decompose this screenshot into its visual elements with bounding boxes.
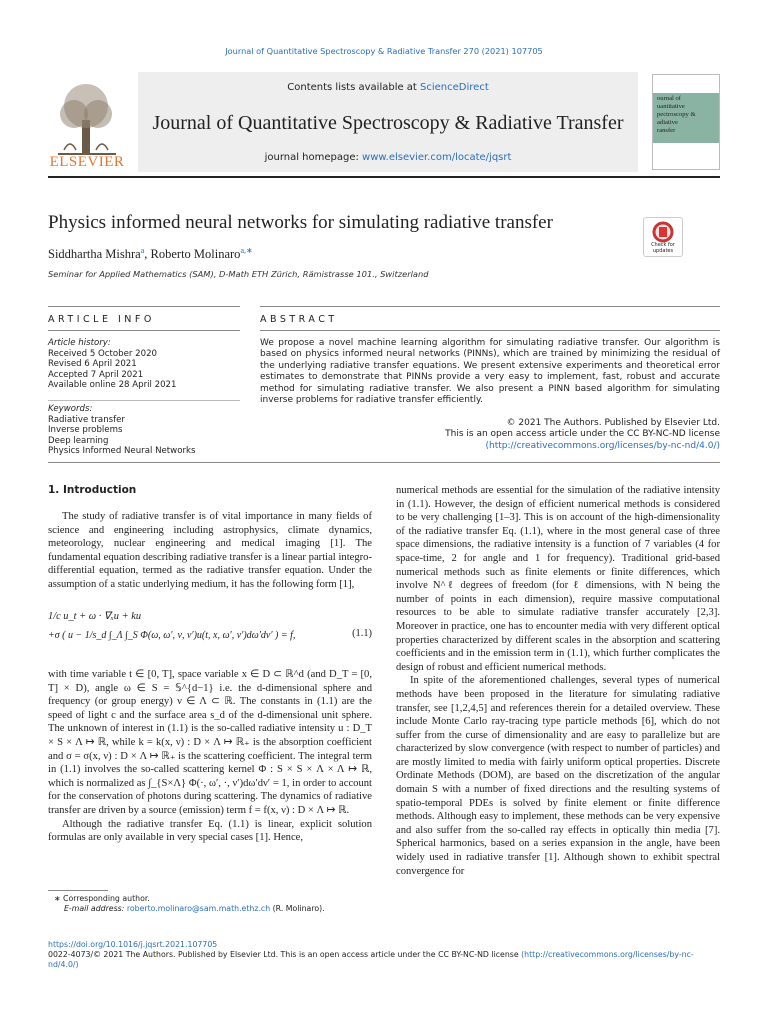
footnote — [54, 894, 374, 914]
cover-title — [657, 95, 696, 135]
footnote-rule — [48, 890, 108, 891]
author-name: Siddhartha Mishra — [48, 247, 141, 262]
divider — [48, 306, 240, 307]
cover-line: pectroscopy & — [657, 111, 696, 118]
abstract-text: We propose a novel machine learning algorithm for simulating radiative transfer. Our algorithm is based on physics informed neural networks (PINNs), which are trained by minimizing the residual of the underlying radiative transfer equations. We present extensive experiments and theoretical error estimates to demonstrate that PINNs provide a very easy to implement, fast, robust and accurate method for simulating radiative transfer. We also present a PINN based algorithm for simulating inverse problems for radiative transfer efficiently. — [260, 338, 720, 406]
keyword: Radiative transfer — [48, 414, 125, 425]
keyword: Physics Informed Neural Networks — [48, 446, 196, 457]
check-for-updates-badge[interactable] — [643, 217, 683, 257]
paragraph: The study of radiative transfer is of vital importance in many fields of science and engineering including astrophysics, climate dynamics, meteorology, nuclear engineering and medical imaging [1]. The fundamental equation describing radiative transfer is a linear partial integro-differential equation, termed as the radiative transfer equation. Under the assumption of a static underlying medium, it has the following form [1], — [48, 511, 372, 590]
article-history — [48, 338, 238, 391]
author-list: Siddhartha Mishra$^a$, Roberto Molinaro$^{a,∗}$ — [48, 246, 253, 262]
license-line: This is an open access article under the CC BY-NC-ND license — [445, 429, 720, 440]
paragraph: with time variable t ∈ [0, T], space variable x ∈ D ⊂ ℝ^d (and D_T = [0, T] × D), angle ω ∈ S = 𝕊^{d−1} i.e. the d-dimensional sphere and frequency (or group energy) ν ∈ Λ ⊂ ℝ. The constants in (1.1) are the speed of light c and the surface area s_d of the d-dimensional unit sphere. The unknown of interest in (1.1) is the so-called radiative intensity u : D_T × S × Λ ↦ ℝ, while k = k(x, ν) : D × Λ ↦ ℝ₊ is the absorption coefficient and σ = σ(x, ν) : D × Λ ↦ ℝ₊ is the scattering coefficient. The integral term in (1.1) involves the so-called scattering kernel Φ : S × S × Λ × Λ ↦ ℝ, which is normalized as ∫_{S×Λ} Φ(·, ω′, ·, ν′)dω′dν′ = 1, in order to account for the conservation of photons during scattering. The dynamics of radiative transfer are driven by a source (emission) term f = f(x, ν) : D × Λ ↦ ℝ. — [48, 669, 372, 816]
journal-reference-link[interactable]: Journal of Quantitative Spectroscopy & Radiative Transfer 270 (2021) 107705 — [225, 46, 543, 56]
abstract-copyright — [260, 418, 720, 452]
doi-link[interactable]: https://doi.org/10.1016/j.jqsrt.2021.107705 — [48, 940, 218, 949]
article-info-heading: ARTICLE INFO — [48, 314, 155, 325]
homepage-link[interactable]: www.elsevier.com/locate/jqsrt — [362, 152, 512, 163]
homepage-prefix: journal homepage: — [264, 152, 363, 163]
license-link[interactable]: (http://creativecommons.org/licenses/by-nc-nd/4.0/) — [485, 440, 720, 451]
history-label: Article history: — [48, 338, 111, 348]
article-title: Physics informed neural networks for simulating radiative transfer — [48, 212, 553, 233]
left-column-p1 — [48, 510, 372, 592]
affiliation-marker[interactable]: a — [140, 246, 145, 255]
homepage-line — [138, 152, 638, 163]
journal-cover-thumbnail — [652, 74, 720, 170]
footer-license-link[interactable]: (http://creativecommons.org/licenses/by-nc-nd/4.0/) — [48, 950, 694, 969]
divider — [260, 306, 720, 307]
copyright-line: © 2021 The Authors. Published by Elsevier Ltd. — [506, 418, 720, 428]
equation-line: 1/c u_t + ω · ∇ₓu + ku — [48, 611, 142, 622]
divider — [48, 400, 240, 401]
divider — [48, 330, 240, 331]
keywords-label: Keywords: — [48, 404, 93, 414]
email-suffix: (R. Molinaro). — [270, 904, 325, 913]
cover-line: ransfer — [657, 127, 676, 134]
keywords — [48, 404, 238, 457]
history-item: Accepted 7 April 2021 — [48, 369, 144, 380]
elsevier-wordmark: ELSEVIER — [49, 154, 125, 170]
footnote-marker: ∗ — [54, 894, 61, 903]
keyword: Deep learning — [48, 435, 109, 446]
section-heading: 1. Introduction — [48, 484, 137, 496]
contents-line — [138, 82, 638, 93]
sciencedirect-link[interactable]: ScienceDirect — [420, 82, 489, 93]
paragraph: Although the radiative transfer Eq. (1.1) is linear, explicit solution formulas are only available in very special cases [1]. Hence, — [48, 818, 372, 844]
equation-1-1 — [48, 610, 372, 641]
email-label: E-mail address: — [64, 904, 127, 913]
author-name: Roberto Molinaro — [150, 247, 241, 262]
issn-line: 0022-4073/© 2021 The Authors. Published by Elsevier Ltd. This is an open access article under the CC BY-NC-ND license — [48, 950, 522, 959]
journal-banner — [138, 72, 638, 172]
cover-line: ournal of — [657, 95, 681, 102]
equation-label: (1.1) — [352, 628, 372, 639]
journal-header — [48, 72, 720, 178]
right-column — [396, 484, 720, 878]
keyword: Inverse problems — [48, 425, 123, 436]
journal-title: Journal of Quantitative Spectroscopy & Radiative Transfer — [152, 112, 624, 134]
paragraph: In spite of the aforementioned challenges, several types of numerical methods have been proposed in the literature for simulating radiative transfer, see [1,2,4,5] and references therein for a detailed overview. These include Monte Carlo ray-tracing type particle methods [6], which do not suffer from the curse of dimensionality and are easy to parallelize but are characterized by slow convergence (with respect to number of particles) and are mostly limited to media with fairly uniform optical properties. Discrete Ordinate Methods (DOM), are based on the discretization of the angular domain S with a number of fixed directions and the resulting systems of spatio-temporal PDEs is solved by finite element or finite difference methods. Although easy to implement, these methods can be very expensive and also suffer from the so-called ray effects in optically thin media [7]. Spherical harmonics, based on a series expansion in the angle, have been widely used in radiative transfer [1]. Although shown to exhibit spectral convergence for — [396, 675, 720, 877]
affiliation: Seminar for Applied Mathematics (SAM), D-Math ETH Zürich, Rämistrasse 101., Switzerland — [48, 269, 429, 279]
contents-prefix: Contents lists available at — [287, 82, 421, 93]
history-item: Received 5 October 2020 — [48, 348, 158, 359]
affiliation-marker[interactable]: a,∗ — [240, 246, 253, 255]
abstract-heading: ABSTRACT — [260, 314, 338, 325]
page-footer — [48, 940, 720, 970]
left-column-p2 — [48, 668, 372, 845]
paragraph: numerical methods are essential for the simulation of the radiative intensity in (1.1). However, the design of efficient numerical methods is considered to be very challenging [1–3]. This is on account of the high-dimensionality of the radiative transfer Eq. (1.1), where in the most general case of three space dimensions, the radiative intensity is a function of 7 variables (4 for space-time, 2 for angle and 1 for frequency). Traditional grid-based numerical methods such as finite elements or finite differences, which involve N^ℓ degrees of freedom (for ℓ dimensions, with N being the number of points in each dimension), require massive computational resources to be able to simulate radiative transfer accurately [2,3]. Moreover in practice, one has to encounter media with very different optical properties characterized by different scales in the absorption and scattering coefficients and in the emission term in (1.1), which further complicates the design of robust and efficient numerical methods. — [396, 485, 720, 673]
crossmark-label: Check for updates — [651, 242, 675, 254]
email-link[interactable]: roberto.molinaro@sam.math.ethz.ch — [126, 904, 271, 913]
footnote-text: Corresponding author. — [63, 894, 150, 903]
history-item: Available online 28 April 2021 — [48, 380, 177, 391]
divider — [260, 330, 720, 331]
cover-line: adiative — [657, 119, 678, 126]
cover-line: uantitative — [657, 103, 685, 110]
equation-line: +σ ( u − 1/s_d ∫_Λ ∫_S Φ(ω, ω′, ν, ν′)u(t, x, ω′, ν′)dω′dν′ ) = f, — [48, 630, 296, 641]
history-item: Revised 6 April 2021 — [48, 359, 137, 370]
divider — [48, 462, 720, 463]
